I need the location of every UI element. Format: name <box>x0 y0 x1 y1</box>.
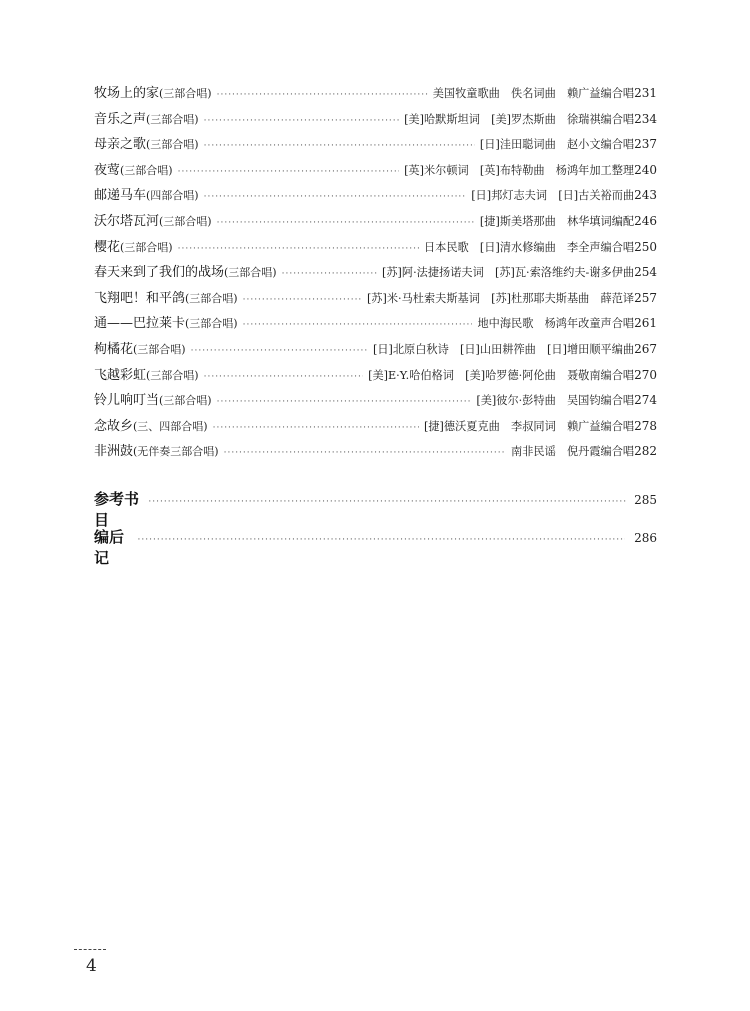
toc-entry[interactable] <box>94 440 657 466</box>
entry-title: 音乐之声 <box>94 111 147 127</box>
entry-voicing: (四部合唱) <box>146 189 199 203</box>
entry-credits: [美]彼尔·彭特曲 吴国钧编合唱 <box>476 394 635 408</box>
entry-credits: [美]E·Y.哈伯格词 [美]哈罗德·阿伦曲 聂敬南编合唱 <box>368 368 635 382</box>
entry-title: 母亲之歌 <box>94 137 147 153</box>
entry-title: 铃儿响叮当 <box>94 393 160 409</box>
dot-leader <box>213 423 419 433</box>
toc-entry[interactable] <box>94 261 657 287</box>
entry-voicing: (三部合唱) <box>224 266 277 280</box>
toc-entry[interactable] <box>94 236 657 262</box>
toc-entry-list <box>94 82 657 466</box>
entry-voicing: (三部合唱) <box>185 317 238 331</box>
entry-page-number: 278 <box>634 418 657 433</box>
entry-title: 枸橘花 <box>94 341 134 357</box>
page-folio: 4 <box>86 956 97 976</box>
entry-voicing: (三部合唱) <box>120 240 173 254</box>
entry-title: 通——巴拉莱卡 <box>94 316 186 332</box>
entry-voicing: (三部合唱) <box>185 291 238 305</box>
entry-page-number: 234 <box>634 111 657 126</box>
entry-page-number: 250 <box>634 239 657 254</box>
dot-leader <box>204 372 363 382</box>
toc-entry[interactable] <box>94 184 657 210</box>
dot-leader <box>204 141 475 151</box>
toc-entry[interactable] <box>94 108 657 134</box>
entry-voicing: (三、四部合唱) <box>133 419 208 433</box>
entry-credits: [苏]米·马杜索夫斯基词 [苏]杜那耶夫斯基曲 薛范译 <box>366 291 635 305</box>
entry-page-number: 240 <box>634 162 657 177</box>
dot-leader <box>243 320 473 330</box>
references-title: 参考书目 <box>94 490 140 529</box>
dot-leader <box>282 269 377 279</box>
entry-title: 樱花 <box>94 239 121 255</box>
entry-page-number: 237 <box>634 137 657 152</box>
entry-credits: [捷]斯美塔那曲 林华填词编配 <box>479 214 635 228</box>
entry-voicing: (三部合唱) <box>159 214 212 228</box>
entry-credits: [美]哈默斯坦词 [美]罗杰斯曲 徐瑞祺编合唱 <box>404 112 635 126</box>
dot-leader <box>204 192 467 202</box>
toc-entry[interactable] <box>94 159 657 185</box>
entry-title: 夜莺 <box>94 162 121 178</box>
entry-page-number: 267 <box>634 341 657 356</box>
toc-entry[interactable] <box>94 338 657 364</box>
dot-leader <box>217 397 472 407</box>
entry-title: 春天来到了我们的战场 <box>94 265 225 281</box>
afterword-title: 编后记 <box>94 528 125 567</box>
toc-entry[interactable] <box>94 389 657 415</box>
toc-entry[interactable] <box>94 210 657 236</box>
toc-entry[interactable] <box>94 364 657 390</box>
references-page-number: 285 <box>634 493 657 507</box>
toc-section-afterword[interactable] <box>94 526 657 568</box>
entry-page-number: 282 <box>634 444 657 459</box>
dot-leader <box>178 167 399 177</box>
entry-credits: [英]米尔顿词 [英]布特勒曲 杨鸿年加工整理 <box>404 163 635 177</box>
entry-credits: 日本民歌 [日]清水修编曲 李全声编合唱 <box>423 240 635 254</box>
entry-page-number: 261 <box>634 316 657 331</box>
entry-page-number: 257 <box>634 290 657 305</box>
entry-credits: [日]北原白秋诗 [日]山田耕筰曲 [日]增田顺平编曲 <box>372 342 635 356</box>
entry-title: 飞越彩虹 <box>94 367 147 383</box>
dot-leader <box>191 346 368 356</box>
dot-leader <box>204 116 399 126</box>
entry-voicing: (三部合唱) <box>146 368 199 382</box>
toc-section-references[interactable] <box>94 488 657 530</box>
entry-title: 牧场上的家 <box>94 86 160 101</box>
entry-page-number: 243 <box>634 188 657 203</box>
entry-title: 邮递马车 <box>94 188 147 204</box>
entry-title: 念故乡 <box>94 418 134 434</box>
entry-voicing: (三部合唱) <box>120 163 173 177</box>
dot-leader <box>224 448 506 458</box>
table-of-contents <box>94 82 657 466</box>
entry-voicing: (三部合唱) <box>159 394 212 408</box>
entry-title: 沃尔塔瓦河 <box>94 213 160 229</box>
entry-voicing: (三部合唱) <box>159 87 212 100</box>
entry-title: 非洲鼓 <box>94 444 134 460</box>
entry-voicing: (三部合唱) <box>146 138 199 152</box>
entry-page-number: 231 <box>634 86 657 100</box>
entry-page-number: 274 <box>634 393 657 408</box>
entry-credits: 南非民谣 倪丹霞编合唱 <box>511 445 635 459</box>
dot-leader <box>178 244 419 254</box>
entry-credits: 美国牧童歌曲 佚名词曲 赖广益编合唱 <box>432 87 635 100</box>
afterword-page-number: 286 <box>634 531 657 545</box>
entry-page-number: 246 <box>634 213 657 228</box>
entry-voicing: (无伴奏三部合唱) <box>133 445 219 459</box>
entry-credits: [捷]德沃夏克曲 李叔同词 赖广益编合唱 <box>423 419 635 433</box>
toc-entry[interactable] <box>94 415 657 441</box>
toc-entry[interactable] <box>94 287 657 313</box>
folio-rule <box>74 949 106 950</box>
entry-credits: [苏]阿·法捷扬诺夫词 [苏]瓦·索洛维约夫-谢多伊曲 <box>381 266 635 280</box>
entry-page-number: 254 <box>634 265 657 280</box>
dot-leader <box>243 295 362 305</box>
entry-credits: 地中海民歌 杨鸿年改童声合唱 <box>477 317 635 331</box>
dot-leader <box>217 218 475 228</box>
entry-page-number: 270 <box>634 367 657 382</box>
toc-entry[interactable] <box>94 133 657 159</box>
entry-voicing: (三部合唱) <box>146 112 199 126</box>
dot-leader <box>148 497 625 507</box>
toc-entry[interactable] <box>94 82 657 108</box>
entry-voicing: (三部合唱) <box>133 342 186 356</box>
toc-entry[interactable] <box>94 312 657 338</box>
entry-credits: [日]邦灯志夫词 [日]古关裕而曲 <box>471 189 635 203</box>
entry-credits: [日]洼田聪词曲 赵小文编合唱 <box>479 138 635 152</box>
entry-title: 飞翔吧！和平鸽 <box>94 290 186 306</box>
dot-leader <box>138 535 626 545</box>
dot-leader <box>217 90 428 100</box>
